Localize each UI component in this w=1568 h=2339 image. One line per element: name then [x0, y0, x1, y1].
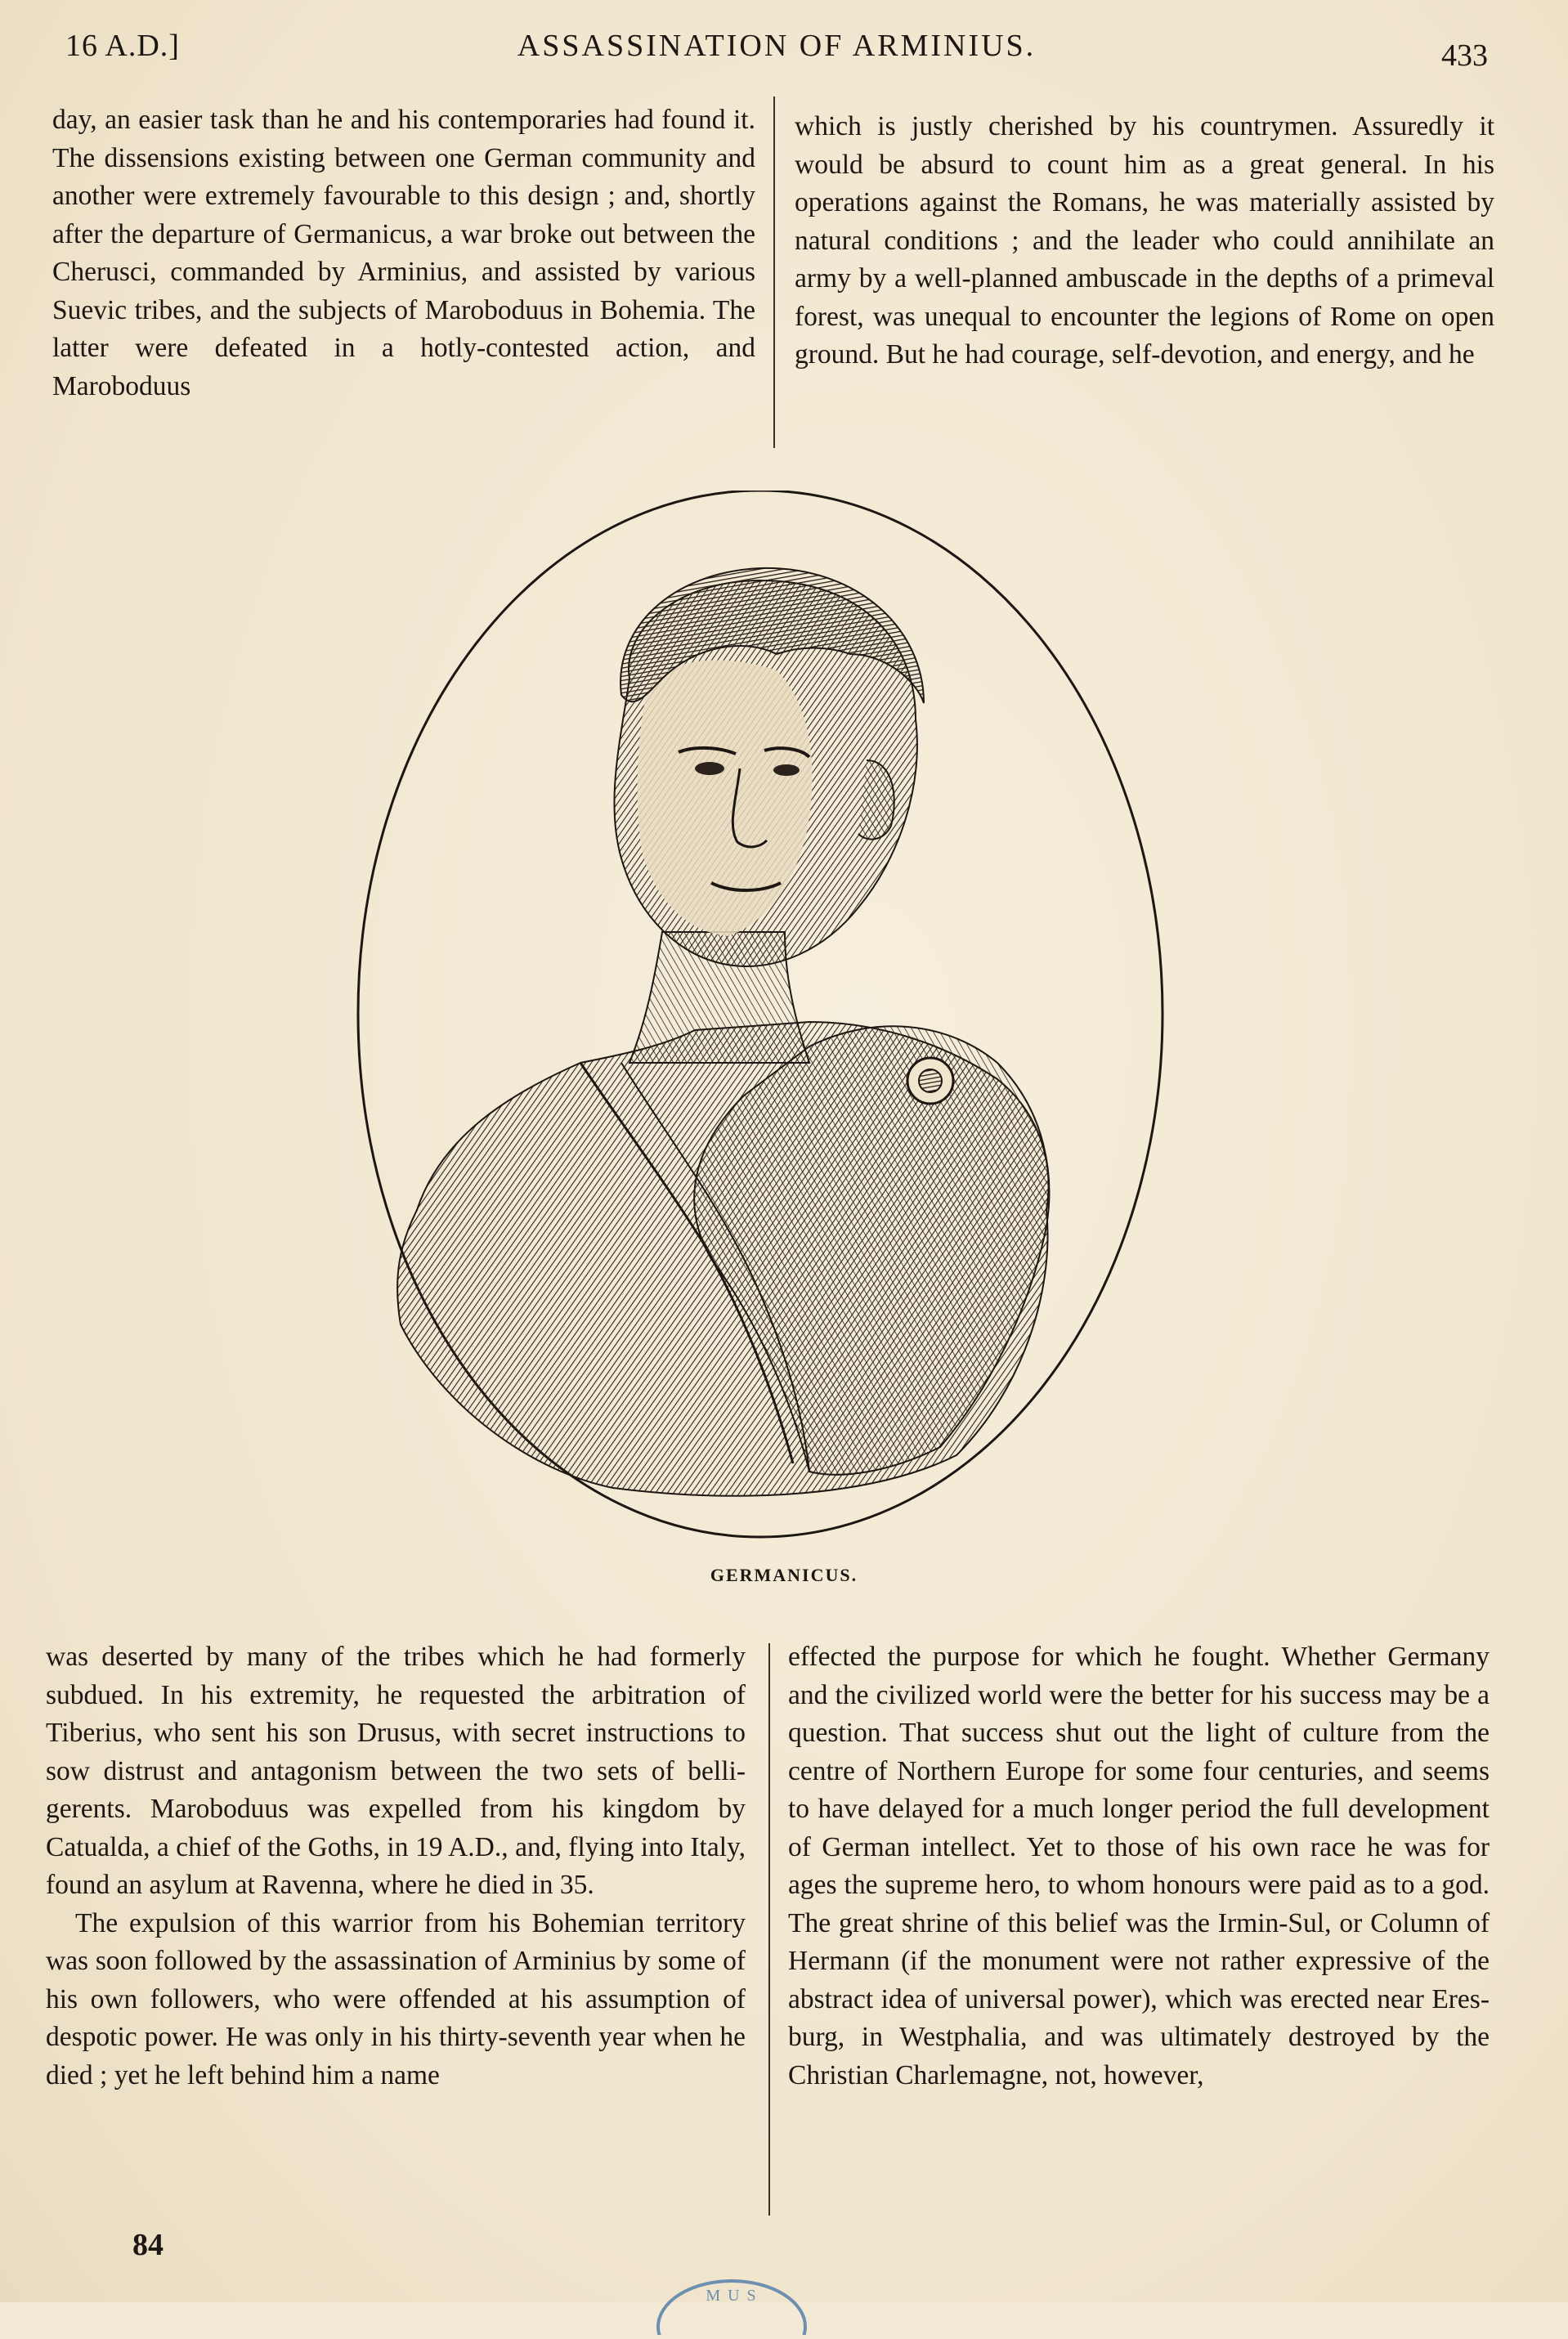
column-top-left: [52, 101, 755, 406]
column-divider-bottom: [768, 1643, 770, 2216]
figure-caption: GERMANICUS.: [710, 1565, 858, 1585]
column-divider-top: [773, 96, 775, 448]
header-chapter-title: ASSASSINATION OF ARMINIUS.: [517, 29, 1037, 63]
header-date-range: 16 A.D.]: [65, 29, 180, 63]
signature-mark: 84: [132, 2228, 164, 2262]
paragraph-bottom-right: effected the purpose for which he fought. Whether Germany and the civilized world were the better for his success may be a question. That success shut out the light of culture from the centre of Northern Europe for some four centuries, and seems to have delayed for a much longer period the full development of German intellect. Yet to those of his own race he was for ages the supreme hero, to whom honours were paid as to a god. The great shrine of this belief was the Irmin-Sul, or Column of Hermann (if the monument were not rather expressive of the abstract idea of universal power), which was erected near Eresburg, in Westphalia, and was ultimately destroyed by the Christian Charlemagne, not, however,: [788, 1642, 1490, 2090]
column-bottom-right: [788, 1638, 1490, 2095]
column-bottom-left: [46, 1638, 746, 2095]
germanicus-bust-illustration: [237, 491, 1308, 1553]
paragraph-bottom-left-2: The expulsion of this warrior from his Bohemian territory was soon followed by the assassination of Arminius by some of his own followers, who were offended at his assumption of despotic power. He was only in his thirty-seventh year when he died ; yet he left behind him a name: [46, 1907, 746, 2090]
svg-text:M U S: M U S: [706, 2287, 758, 2305]
library-stamp: [654, 2270, 809, 2335]
paragraph-bottom-left-1: was deserted by many of the tribes which he had formerly subdued. In his extremity, he requested the arbitration of Tiberius, who sent his son Drusus, with secret instructions to sow distrust and antagonism between the two sets of belligerents. Maroboduus was expelled from his kingdom by Catualda, a chief of the Goths, in 19 A.D., and, flying into Italy, found an asylum at Ravenna, where he died in 35.: [46, 1642, 746, 1900]
stamp-seal-icon: [654, 2270, 809, 2335]
column-top-right: [795, 108, 1494, 374]
page-number: 433: [1441, 38, 1488, 73]
paragraph-top-left: day, an easier task than he and his contemporaries had found it. The dissensions existing between one German community and another were extremely favourable to this design ; and, shortly after the departure of Germanicus, a war broke out between the Cherusci, commanded by Arminius, and assisted by various Suevic tribes, and the subjects of Maroboduus in Bohemia. The latter were defeated in a hotly-contested action, and Maroboduus: [52, 105, 755, 401]
paragraph-top-right: which is justly cherished by his countrymen. Assuredly it would be absurd to count him as a great general. In his operations against the Romans, he was materially assisted by natural conditions ; and the leader who could annihilate an army by a well-planned ambuscade in the depths of a primeval forest, was unequal to encounter the legions of Rome on open ground. But he had courage, self-devotion, and energy, and he: [795, 111, 1494, 370]
running-header: [65, 28, 1488, 77]
bust-engraving-image: [237, 491, 1308, 1553]
